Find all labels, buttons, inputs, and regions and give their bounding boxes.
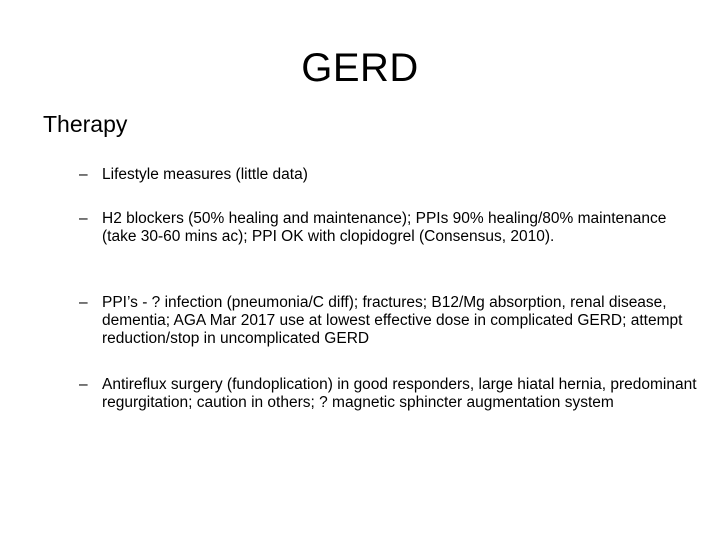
bullet-dash-icon: –: [79, 376, 88, 393]
bullet-dash-icon: –: [79, 294, 88, 311]
bullet-text: Lifestyle measures (little data): [102, 166, 308, 183]
slide-title: GERD: [301, 46, 419, 90]
bullet-item-h2-blockers: [79, 210, 699, 246]
slide-heading: Therapy: [43, 111, 128, 137]
bullet-item-ppi-risks: [79, 294, 699, 348]
bullet-dash-icon: –: [79, 210, 88, 227]
bullet-text: H2 blockers (50% healing and maintenance); PPIs 90% healing/80% maintenance (take 30-60 mins ac); PPI OK with clopidogrel (Consensus, 2010).: [102, 210, 667, 245]
bullet-text: PPI’s - ? infection (pneumonia/C diff); fractures; B12/Mg absorption, renal disease, dementia; AGA Mar 2017 use at lowest effective dose in complicated GERD; attempt reduction/stop in uncomplicated GERD: [102, 294, 683, 347]
bullet-item-antireflux-surgery: [79, 376, 699, 412]
bullet-item-lifestyle: [79, 166, 308, 184]
bullet-text: Antireflux surgery (fundoplication) in good responders, large hiatal hernia, predominant regurgitation; caution in others; ? magnetic sphincter augmentation system: [102, 376, 697, 411]
bullet-dash-icon: –: [79, 166, 88, 183]
